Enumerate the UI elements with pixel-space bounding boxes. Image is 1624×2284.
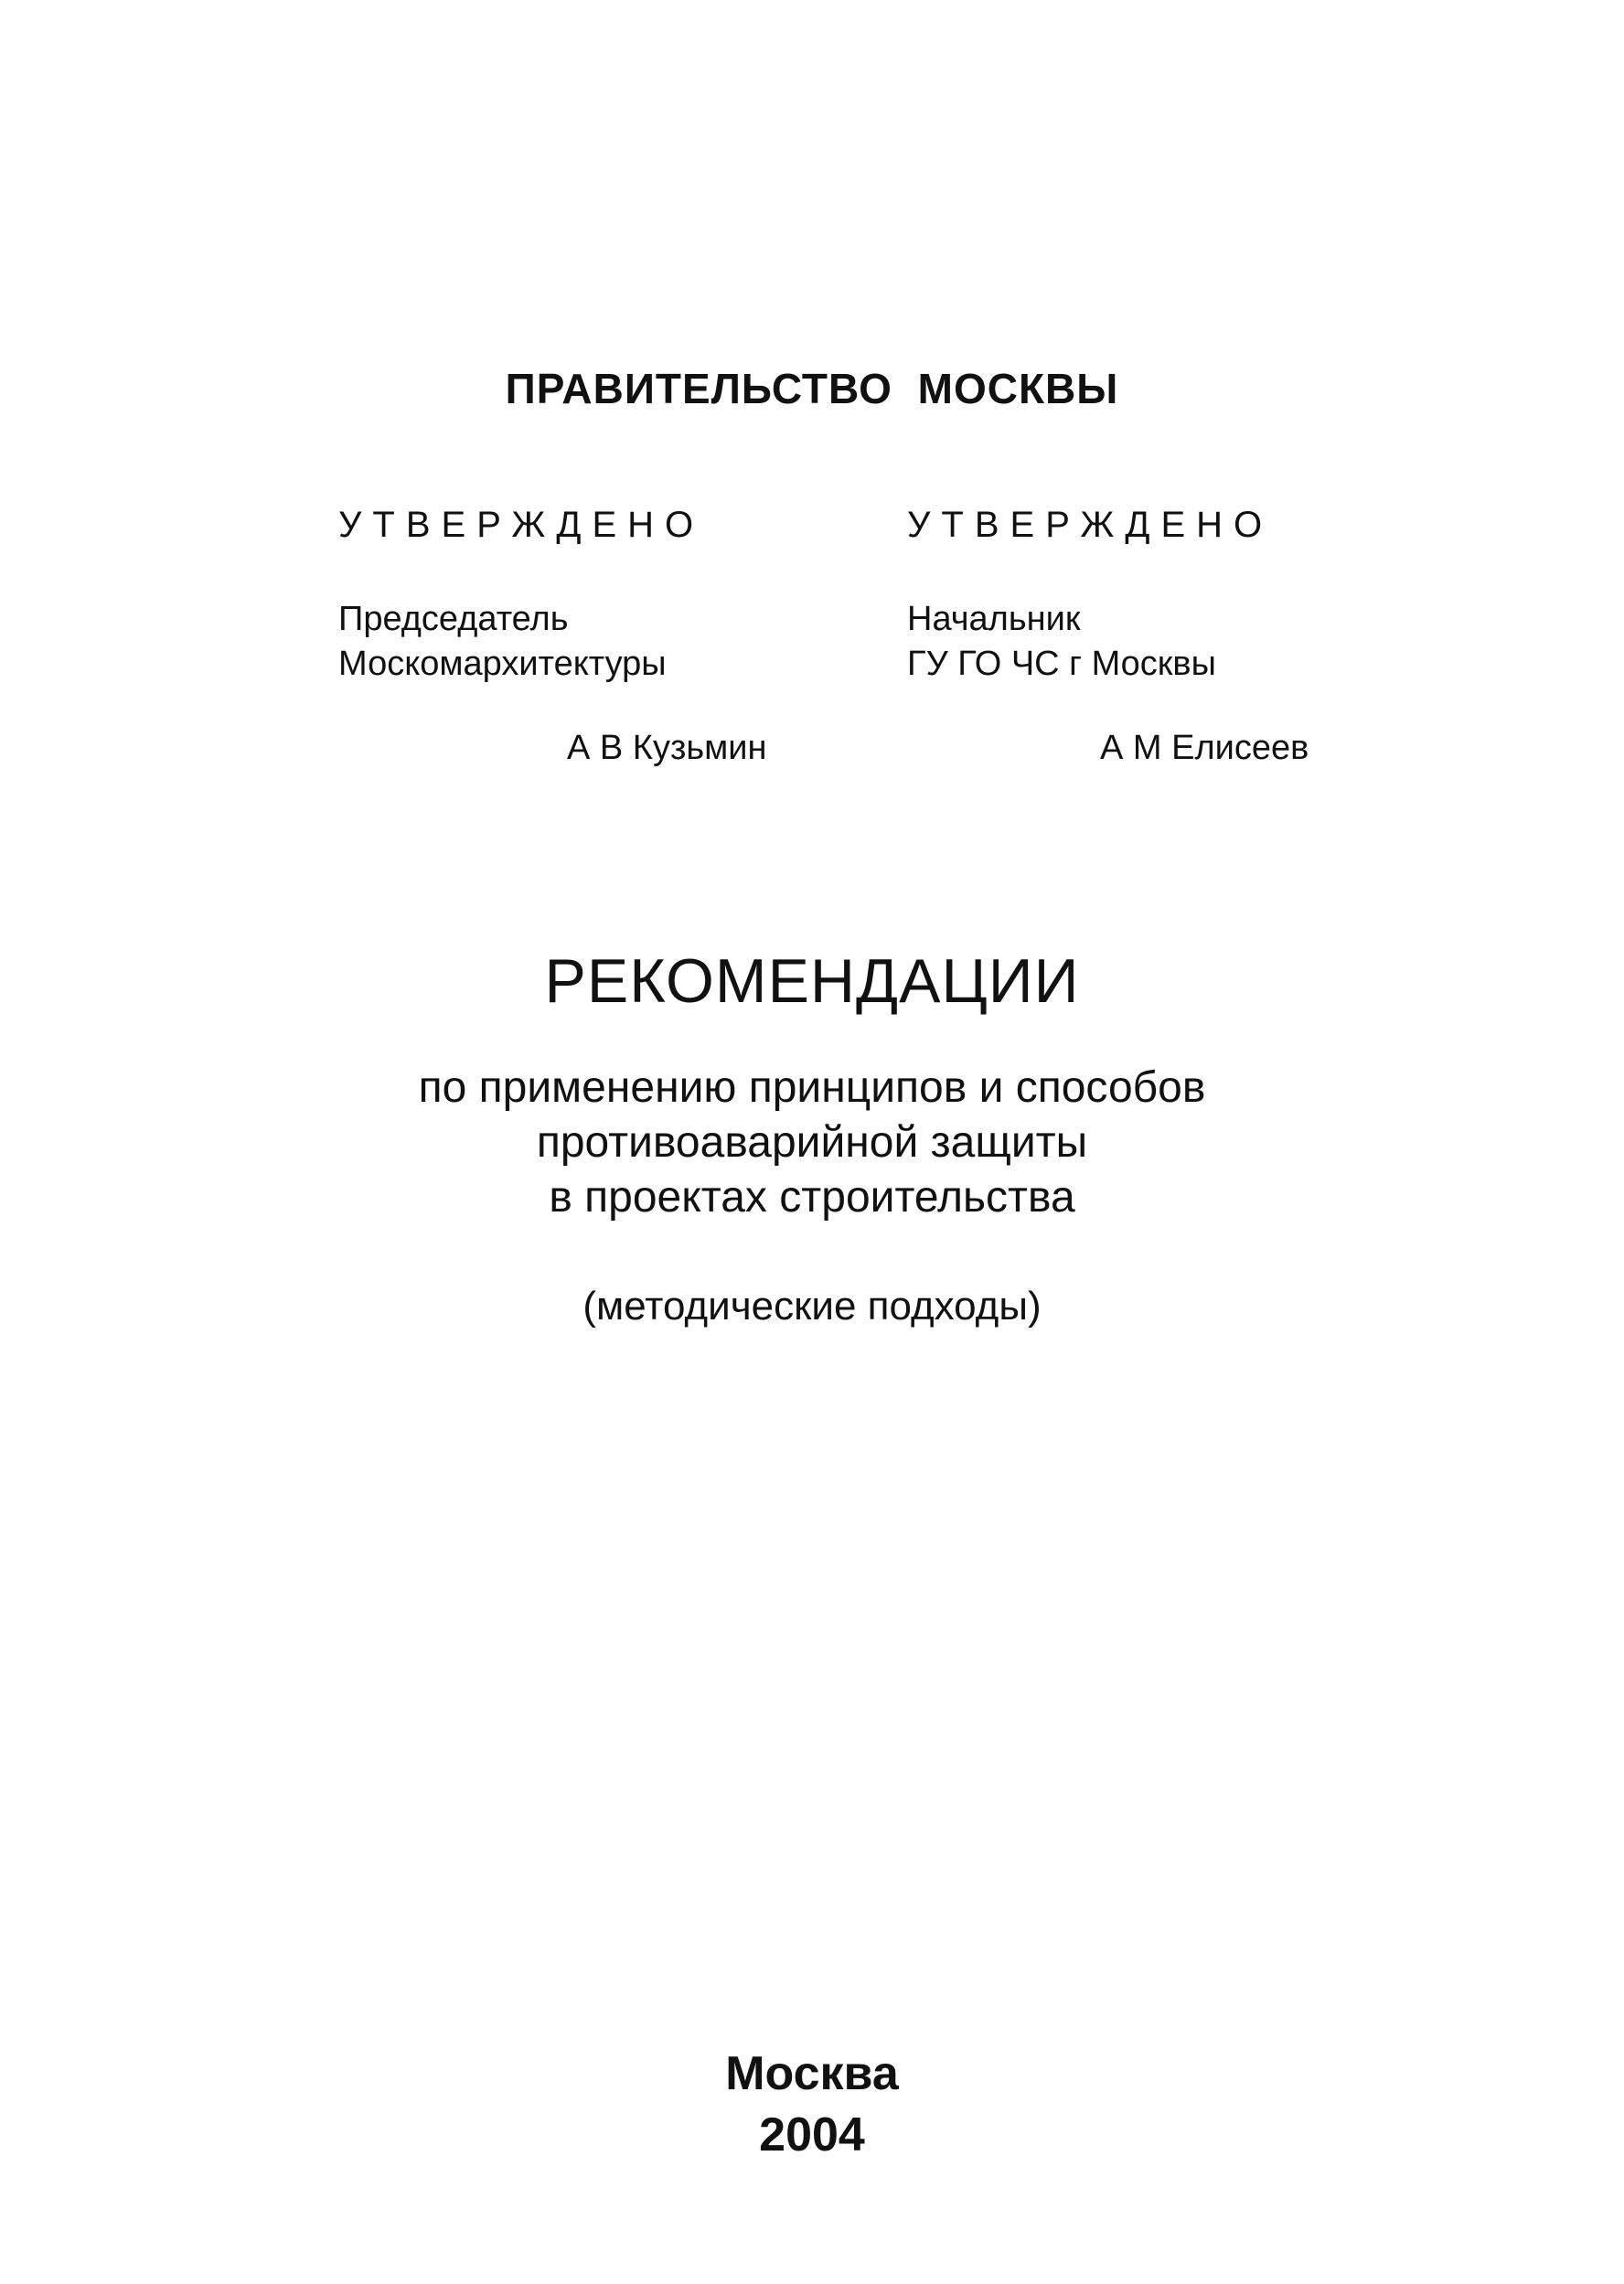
- organization-heading: ПРАВИТЕЛЬСТВО МОСКВЫ: [505, 365, 1119, 412]
- approver-position-right: [907, 597, 1216, 687]
- publication-city: Москва: [725, 2047, 899, 2100]
- approver-name-left: А В Кузьмин: [567, 729, 767, 767]
- publication-year: 2004: [759, 2108, 865, 2161]
- approver-position-right-line2: ГУ ГО ЧС г Москвы: [907, 645, 1216, 683]
- approver-position-left-line2: Москомархитектуры: [338, 645, 667, 683]
- approver-position-left: [338, 597, 667, 687]
- subtitle-line: в проектах строительства: [549, 1173, 1075, 1222]
- subtitle-line: противоаварийной защиты: [536, 1118, 1088, 1167]
- document-note: (методические подходы): [582, 1284, 1042, 1329]
- document-title: РЕКОМЕНДАЦИИ: [544, 946, 1080, 1016]
- approval-stamp-right: УТВЕРЖДЕНО: [907, 505, 1274, 545]
- document-subtitle: [0, 1061, 1624, 1225]
- approver-position-left-line1: Председатель: [338, 600, 569, 638]
- approver-name-right: А М Елисеев: [1100, 729, 1309, 767]
- approval-stamp-left: УТВЕРЖДЕНО: [338, 505, 705, 545]
- subtitle-line: по применению принципов и способов: [418, 1063, 1206, 1112]
- approver-position-right-line1: Начальник: [907, 600, 1081, 638]
